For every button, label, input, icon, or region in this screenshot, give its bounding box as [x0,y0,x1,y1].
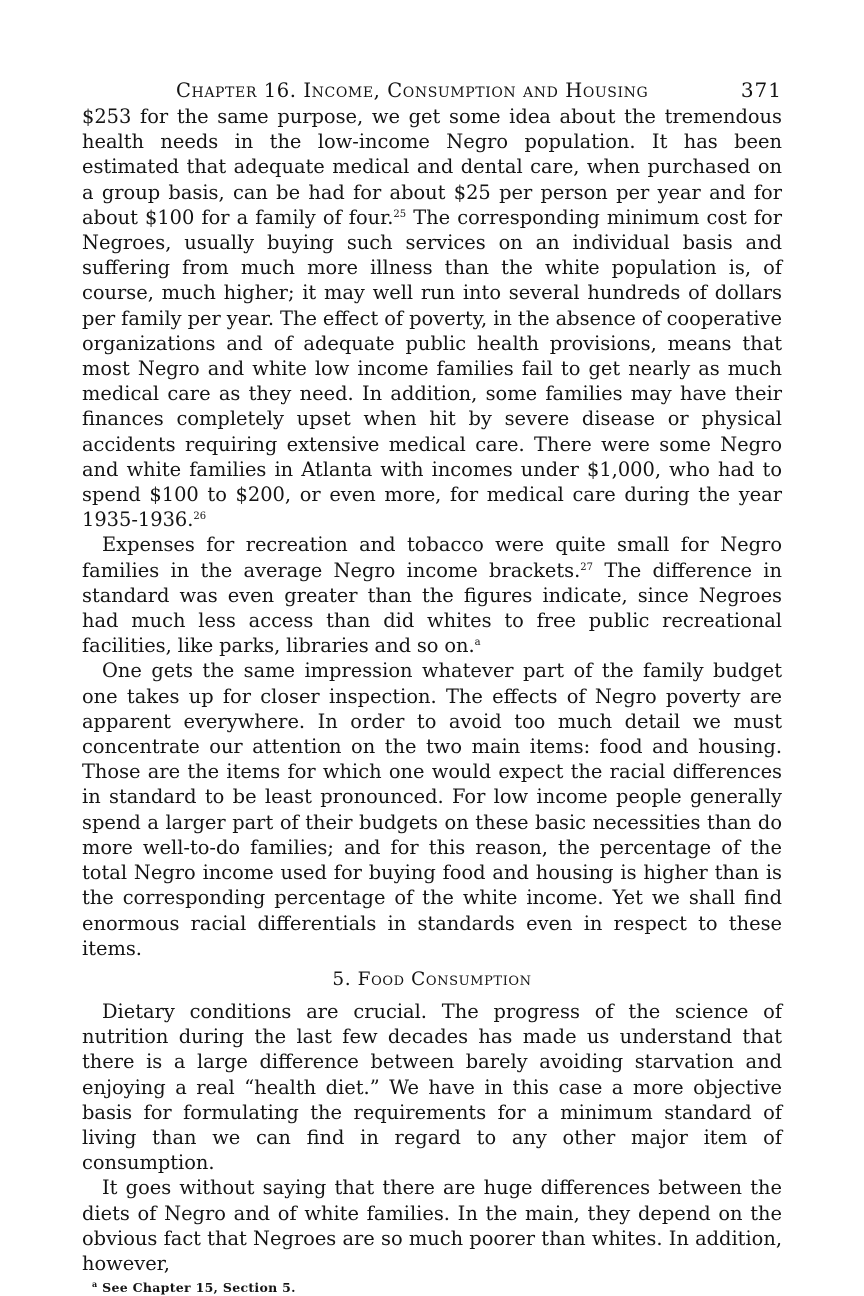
paragraph-medical-care [82,104,782,532]
paragraph-diet-differences: It goes without saying that there are huge differences between the diets of Negro and of white families. In the main, they depend on the obvious fact that Negroes are so much poorer than whites. In addition, however, [82,1176,782,1275]
footnote-text: See Chapter 15, Section 5. [102,1280,296,1296]
section-heading: 5. Food Consumption [332,968,532,990]
text-segment: The corresponding minimum cost for Negroes, usually buying such services on an individual basis and suffering from much more illness than the white population is, of course, much higher; it may well run into several hundreds of dollars per family per year. The effect of poverty, in the absence of cooperative organizations and of adequate public health provisions, means that most Negro and white low income families fail to get nearly as much medical care as they need. In addition, some families may have their finances completely upset when hit by severe disease or physical accidents requiring extensive medical care. There were some Negro and white families in Atlanta with incomes under $1,000, who had to spend $100 to $200, or even more, for medical care during the year 1935-1936. [82,205,782,532]
text-segment: The difference in standard was even greater than the figures indicate, since Negroes had much less access than did whites to free public recreational facilities, like parks, libraries and so on. [82,558,782,658]
note-reference: 26 [193,511,207,523]
running-head [82,78,782,102]
book-page [82,78,782,1296]
footnote-marker: a [92,1279,98,1290]
text-segment: Expenses for recreation and tobacco were quite small for Negro families in the average Negro income brackets. [82,533,782,582]
text-segment: $253 for the same purpose, we get some idea about the tremendous health needs in the low-income Negro population. It has been estimated that adequate medical and dental care, when purchased on a group basis, can be had for about $25 per person per year and for about $100 for a family of four. [82,105,782,229]
page-number: 371 [740,78,782,102]
paragraph-family-budget: One gets the same impression whatever part of the family budget one takes up for closer inspection. The effects of Negro poverty are apparent everywhere. In order to avoid too much detail we must concentrate our attention on the two main items: food and housing. Those are the items for which one would expect the racial differences in standard to be least pronounced. For low income people generally spend a larger part of their budgets on these basic necessities than do more well-to-do families; and for this reason, the percentage of the total Negro income used for buying food and housing is higher than is the corresponding percentage of the white income. Yet we shall find enormous racial differentials in standards even in respect to these items. [82,659,782,960]
footnote [82,1280,782,1296]
note-reference: 25 [393,208,407,220]
paragraph-dietary-conditions: Dietary conditions are crucial. The progress of the science of nutrition during the last few decades has made us understand that there is a large difference between barely avoiding starvation and enjoying a real “health diet.” We have in this case a more objective basis for formulating the requirements for a minimum standard of living than we can find in regard to any other major item of consumption. [82,999,782,1175]
note-reference: 27 [580,561,594,573]
paragraph-recreation [82,532,782,658]
chapter-title: Chapter 16. Income, Consumption and Housing [176,79,649,102]
footnote-reference: a [474,637,481,649]
